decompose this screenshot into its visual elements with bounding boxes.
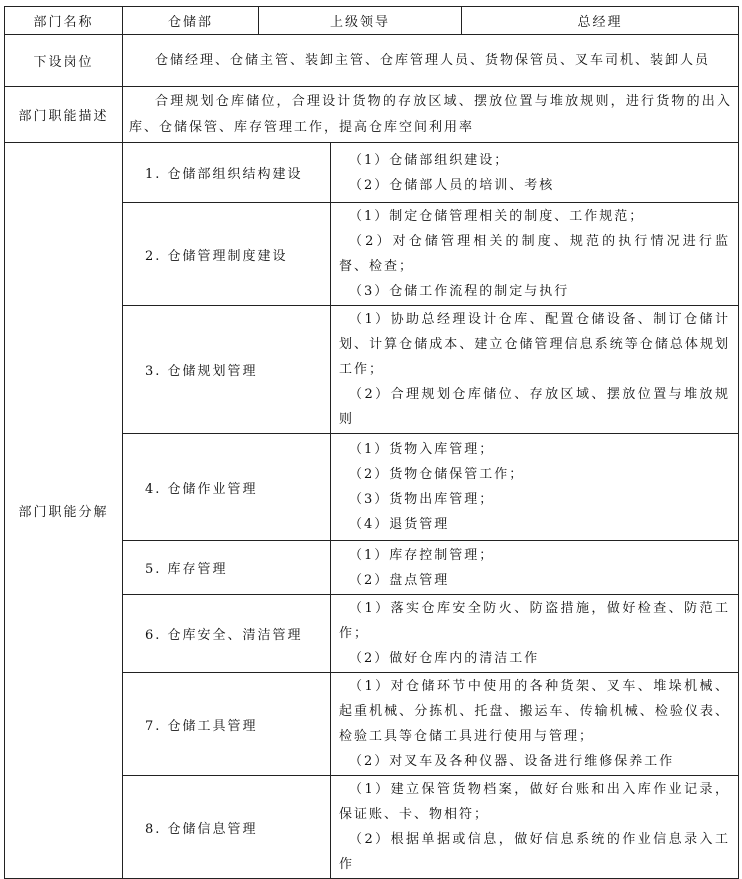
duty-desc-text: 合理规划仓库储位，合理设计货物的存放区域、摆放位置与堆放规则，进行货物的出入库、仓储保管、库存管理工作，提高仓库空间利用率 — [123, 87, 739, 143]
function-item: （3）仓储工作流程的制定与执行 — [349, 284, 570, 299]
function-item: （1）对仓储环节中使用的各种货架、叉车、堆垛机械、起重机械、分拣机、托盘、搬运车、传输机械、检验仪表、检验工具等仓储工具进行使用与管理； — [339, 679, 731, 744]
function-item: （2）对叉车及各种仪器、设备进行维修保养工作 — [349, 754, 675, 769]
function-item: （4）退货管理 — [349, 517, 450, 532]
function-row — [5, 143, 739, 203]
function-item: （1）建立保管货物档案，做好台账和出入库作业记录，保证账、卡、物相符； — [339, 782, 731, 822]
duty-desc-label: 部门职能描述 — [5, 87, 123, 143]
positions-text: 仓储经理、仓储主管、装卸主管、仓库管理人员、货物保管员、叉车司机、装卸人员 — [123, 35, 739, 87]
department-duty-table — [4, 6, 739, 879]
function-name: 7. 仓储工具管理 — [123, 673, 331, 776]
positions-label: 下设岗位 — [5, 35, 123, 87]
function-items — [331, 143, 739, 203]
breakdown-label: 部门职能分解 — [5, 143, 123, 879]
superior-value: 总经理 — [462, 7, 739, 35]
function-item: （1）仓储部组织建设； — [349, 152, 510, 168]
function-name: 5. 库存管理 — [123, 541, 331, 595]
function-item: （2）做好仓库内的清洁工作 — [349, 651, 540, 666]
function-item: （2）货物仓储保管工作； — [349, 467, 525, 482]
function-items — [331, 541, 739, 595]
function-item: （2）合理规划仓库储位、存放区域、摆放位置与堆放规则 — [339, 387, 731, 427]
function-item: （2）仓储部人员的培训、考核 — [349, 177, 555, 193]
function-item: （1）协助总经理设计仓库、配置仓储设备、制订仓储计划、计算仓储成本、建立仓储管理信息系统等仓储总体规划工作； — [339, 312, 731, 377]
function-name: 1. 仓储部组织结构建设 — [123, 143, 331, 203]
function-item: （1）落实仓库安全防火、防盗措施，做好检查、防范工作； — [339, 601, 731, 641]
function-name: 3. 仓储规划管理 — [123, 306, 331, 434]
superior-label: 上级领导 — [259, 7, 462, 35]
function-items — [331, 434, 739, 541]
function-item: （2）盘点管理 — [349, 572, 450, 588]
function-item: （3）货物出库管理； — [349, 492, 495, 507]
function-item: （1）货物入库管理； — [349, 442, 495, 457]
function-items — [331, 595, 739, 673]
function-name: 8. 仓储信息管理 — [123, 776, 331, 879]
dept-name-value: 仓储部 — [123, 7, 259, 35]
function-item: （1）库存控制管理； — [349, 547, 495, 563]
function-name: 4. 仓储作业管理 — [123, 434, 331, 541]
function-item: （1）制定仓储管理相关的制度、工作规范； — [349, 209, 645, 224]
function-items — [331, 306, 739, 434]
header-row — [5, 7, 739, 35]
function-items — [331, 776, 739, 879]
positions-row — [5, 35, 739, 87]
duty-desc-row — [5, 87, 739, 143]
function-name: 6. 仓库安全、清洁管理 — [123, 595, 331, 673]
dept-name-label: 部门名称 — [5, 7, 123, 35]
function-items — [331, 203, 739, 306]
function-items — [331, 673, 739, 776]
function-item: （2）对仓储管理相关的制度、规范的执行情况进行监督、检查； — [339, 234, 731, 274]
function-item: （2）根据单据或信息，做好信息系统的作业信息录入工作 — [339, 832, 731, 872]
function-name: 2. 仓储管理制度建设 — [123, 203, 331, 306]
